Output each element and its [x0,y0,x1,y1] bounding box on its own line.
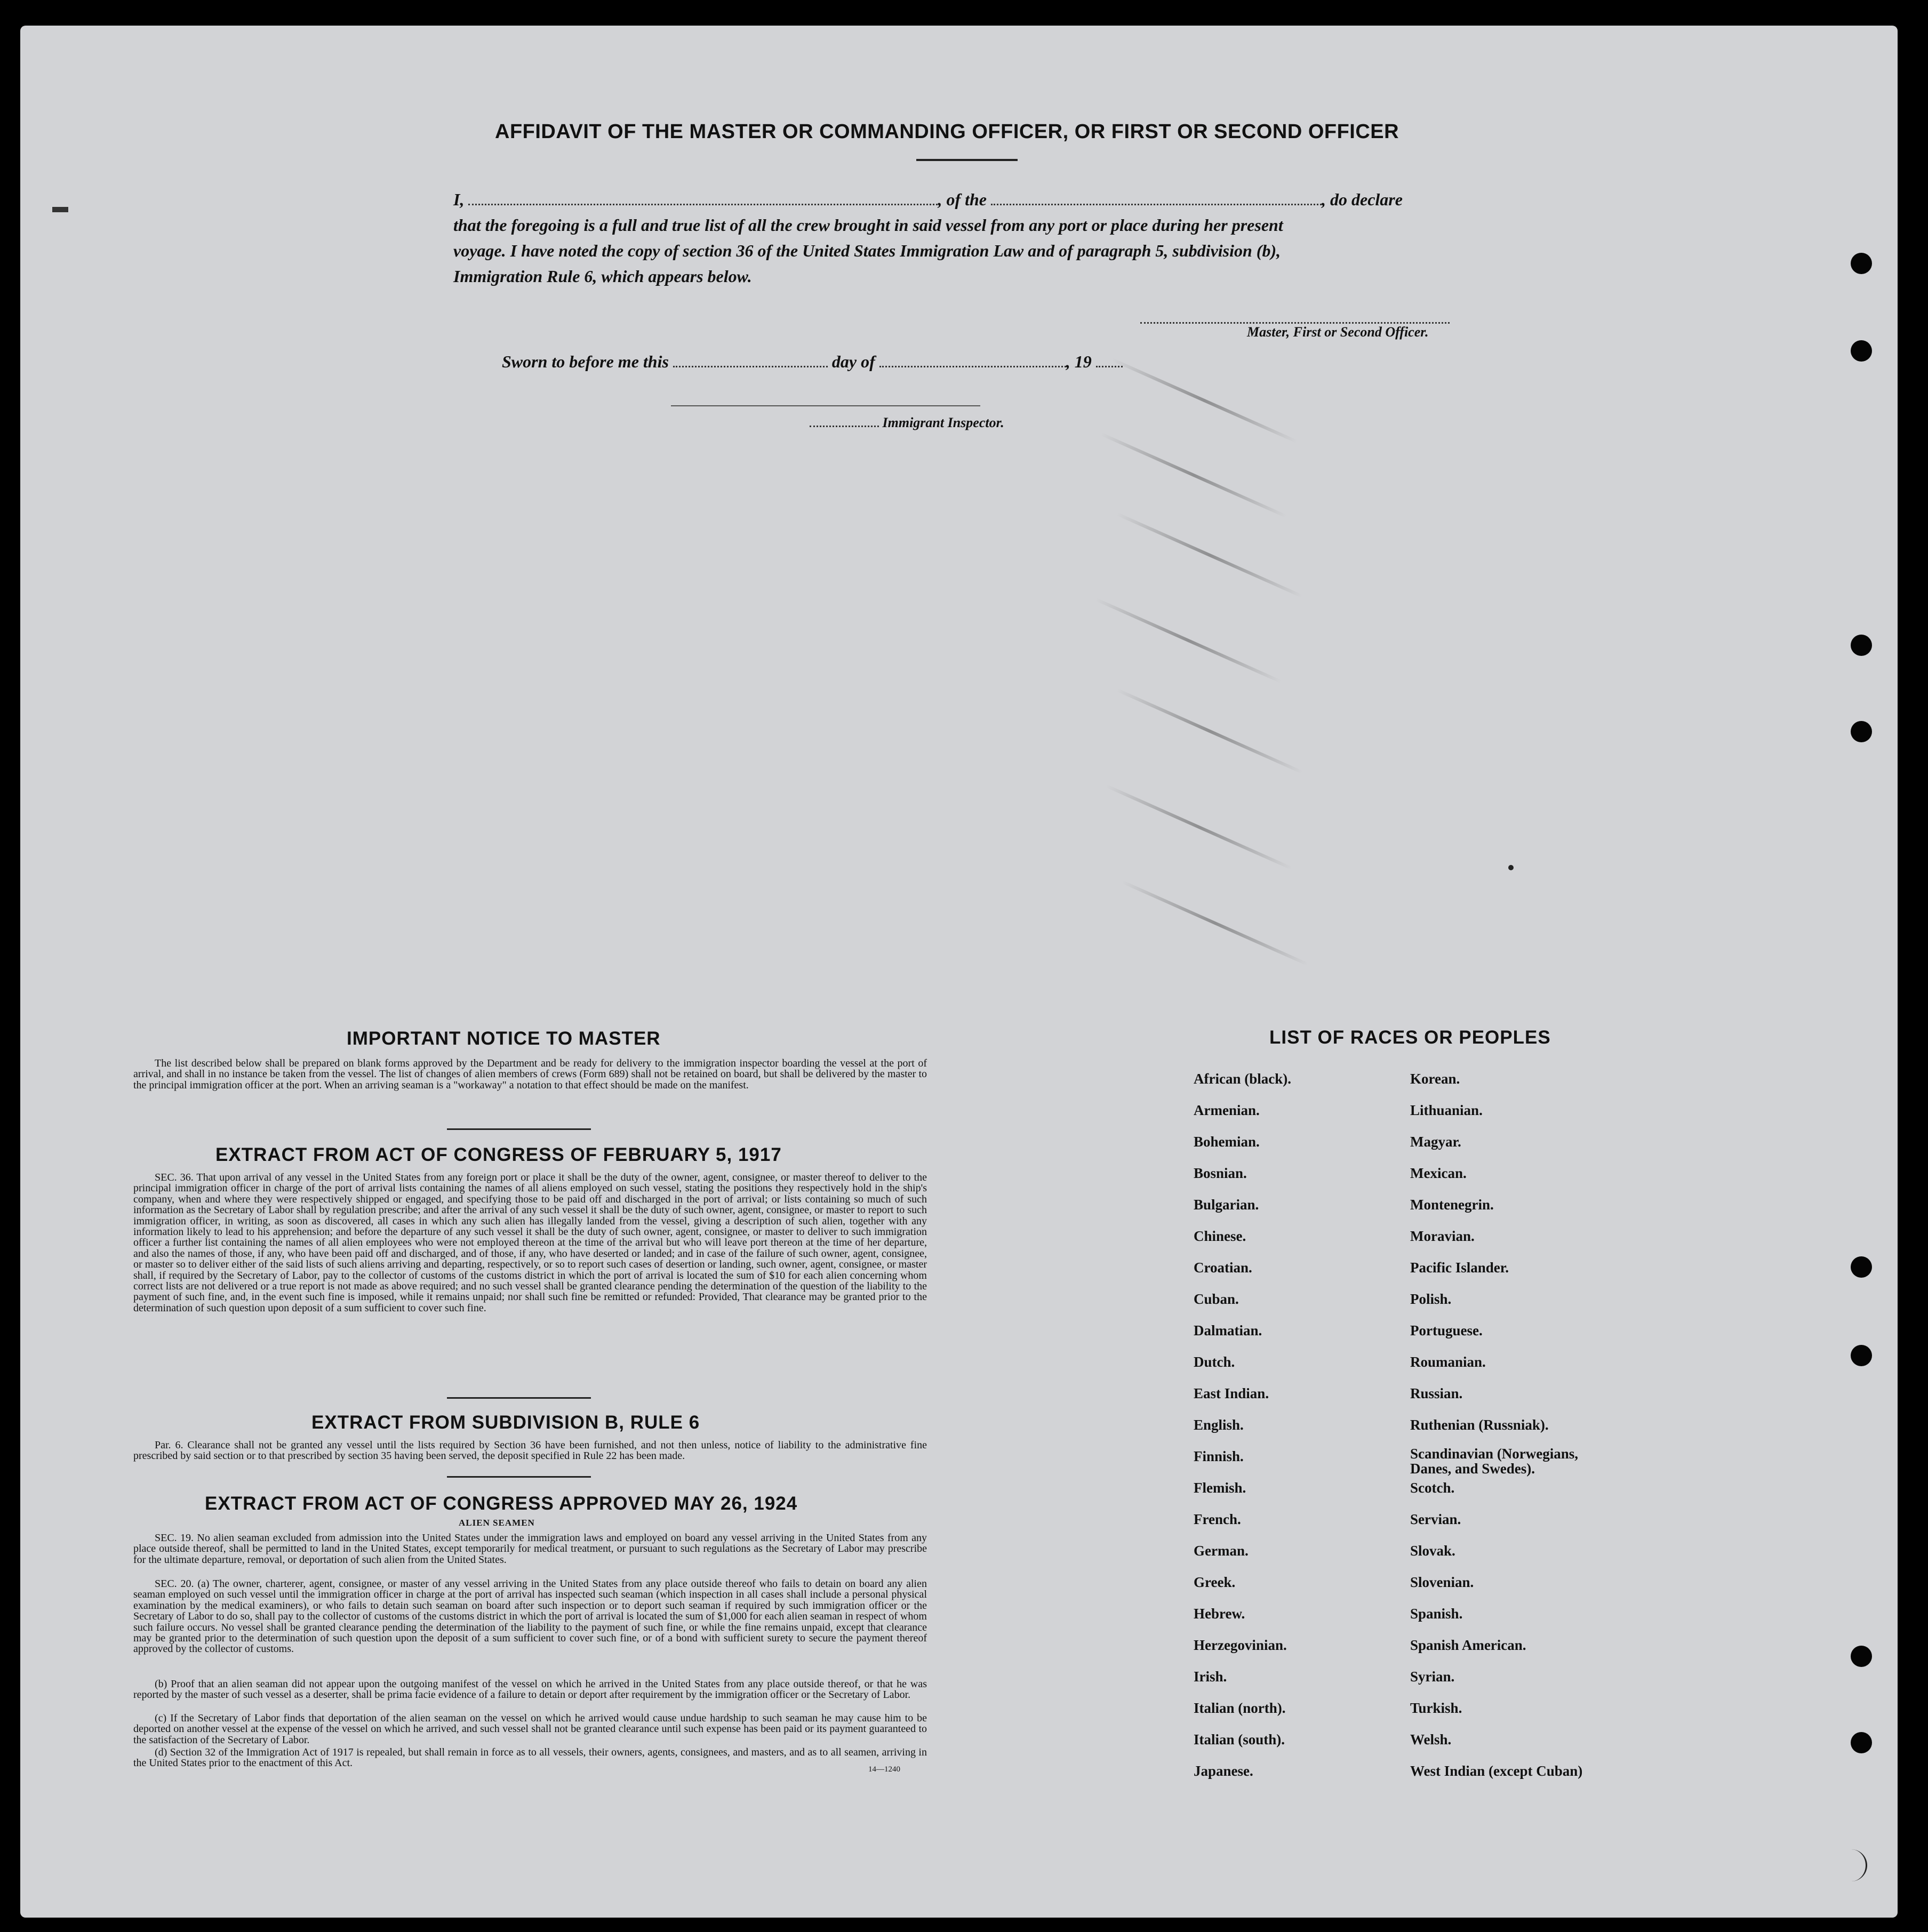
race-right-item: Scotch. [1410,1480,1455,1496]
ink-smudge [1111,358,1298,443]
punch-hole [1851,1345,1872,1366]
ink-smudge [1116,688,1303,774]
extract-rule6-title: EXTRACT FROM SUBDIVISION B, RULE 6 [311,1412,700,1433]
race-right-item: Moravian. [1410,1228,1475,1244]
declare-label: , do declare [1322,190,1403,209]
race-right-item: Lithuanian. [1410,1102,1483,1118]
master-signature-caption: Master, First or Second Officer. [1247,324,1429,340]
divider [447,1128,591,1130]
affidavit-title: AFFIDAVIT OF THE MASTER OR COMMANDING OFFICER, OR FIRST OR SECOND OFFICER [495,121,1399,143]
race-right-item: Slovak. [1410,1543,1455,1559]
extract-rule6-body: Par. 6. Clearance shall not be granted any vessel until the lists required by Section 36 have been furnished, and not then unless, notice of liability to the administrative fine prescribed by said section or to that prescribed by section 35 having been served, the deposit specified in Rule 22 has been made. [133,1439,927,1462]
race-right-item: Russian. [1410,1385,1463,1401]
sec-19-paragraph: SEC. 19. No alien seaman excluded from admission into the United States under the immigration laws and employed on board any vessel arriving in the United States from any place outside thereof, shall be permitted to land in the United States, except temporarily for medical treatment, or pursuant to such regulations as the Secretary of Labor may prescribe for the ultimate departure, removal, or deportation of such alien from the United States. [133,1532,927,1566]
race-right-item: West Indian (except Cuban) [1410,1763,1583,1779]
race-left-item: Italian (south). [1194,1731,1285,1747]
title-underline [916,159,1018,161]
inspector-dots [810,426,879,427]
inspector-caption-wrap [810,415,1004,431]
race-left-item: Croatian. [1194,1260,1252,1276]
race-left-item: Bulgarian. [1194,1197,1259,1213]
sec-20a-paragraph: SEC. 20. (a) The owner, charterer, agent, consignee, or master of any vessel arriving in the United States from any place outside thereof who fails to detain on board any alien seaman employed on such vessel until the immigration officer in charge at the port of arrival has inspected such seaman (which inspection in all cases shall include a personal physical examination by the medical examiners), or who fails to detain such seaman on board after such inspection or to deport such seaman if required by such immigration officer or the Secretary of Labor to do so, shall pay to the collector of customs of the customs district in which the port of arrival is located the sum of $1,000 for each alien seaman in respect of whom such failure occurs. No vessel shall be granted clearance pending the determination of the liability to the payment of such fine, or while the fine remains unpaid, except that clearance may be granted prior to the determination of such question upon the deposit of a sum sufficient to cover such fine, or of a bond with sufficient surety to secure the payment thereof approved by the collector of customs. [133,1578,927,1655]
race-left-item: East Indian. [1194,1385,1269,1401]
races-title: LIST OF RACES OR PEOPLES [1269,1027,1551,1048]
race-right-item: Mexican. [1410,1165,1467,1181]
affidavit-declaration-line [453,190,1403,210]
extract-1917-title: EXTRACT FROM ACT OF CONGRESS OF FEBRUARY 5, 1917 [215,1144,782,1165]
sworn-month-field[interactable] [879,366,1066,367]
sworn-year: , 19 [1066,352,1092,371]
race-left-item: Chinese. [1194,1228,1246,1244]
race-right-item: Portuguese. [1410,1322,1483,1338]
race-right-item: Scandinavian (Norwegians, Danes, and Swedes). [1410,1446,1579,1477]
race-left-item: Irish. [1194,1669,1227,1685]
corner-scribble [1850,1849,1867,1881]
divider [447,1397,591,1399]
race-right-item: Syrian. [1410,1669,1455,1685]
ink-smudge [1106,784,1292,870]
race-right-item: Spanish American. [1410,1637,1526,1653]
punch-hole [1851,1732,1872,1753]
ink-smudge [1100,432,1287,518]
sec-20b-paragraph: (b) Proof that an alien seaman did not appear upon the outgoing manifest of the vessel on which he arrived in the United States from any place outside thereof, or that he was reported by the master of such vessel as a deserter, shall be prima facie evidence of a failure to detain or deport after requirement by the immigration officer or the Secretary of Labor. [133,1678,927,1701]
race-right-item: Ruthenian (Russniak). [1410,1417,1549,1433]
stray-mark [1508,865,1514,870]
punch-hole [1851,253,1872,274]
sec-20d-paragraph: (d) Section 32 of the Immigration Act of 1917 is repealed, but shall remain in force as to all vessels, their owners, agents, consignees, and masters, and as to all seamen, arriving in the United States prior to the enactment of this Act. [133,1746,927,1769]
of-the-label: , of the [938,190,987,209]
inspector-caption: Immigrant Inspector. [882,415,1004,430]
race-left-item: Bohemian. [1194,1134,1260,1150]
race-left-item: Italian (north). [1194,1700,1286,1716]
sworn-line [502,352,1123,372]
affidavit-line-4: Immigration Rule 6, which appears below. [453,267,752,286]
punch-hole [1851,635,1872,656]
inspector-signature-line[interactable] [671,404,980,406]
sworn-prefix: Sworn to before me this [502,352,669,371]
race-left-item: Herzegovinian. [1194,1637,1287,1653]
race-left-item: Armenian. [1194,1102,1260,1118]
declarant-label: I, [453,190,465,209]
race-left-item: English. [1194,1417,1244,1433]
race-right-item: Turkish. [1410,1700,1462,1716]
punch-hole [1851,721,1872,742]
manifest-page [20,26,1898,1918]
race-left-item: Greek. [1194,1574,1236,1590]
race-right-item: Welsh. [1410,1731,1452,1747]
form-number: 14—1240 [868,1765,900,1774]
race-left-item: African (black). [1194,1071,1291,1087]
race-right-item: Servian. [1410,1511,1461,1527]
race-right-item: Slovenian. [1410,1574,1474,1590]
race-right-item: Spanish. [1410,1606,1463,1622]
race-right-item: Montenegrin. [1410,1197,1494,1213]
race-right-item: Pacific Islander. [1410,1260,1509,1276]
sworn-day-field[interactable] [673,366,828,367]
ink-smudge [1122,880,1308,966]
ink-smudge [1116,512,1303,598]
race-left-item: French. [1194,1511,1241,1527]
race-left-item: Cuban. [1194,1291,1239,1307]
race-left-item: Flemish. [1194,1480,1246,1496]
race-left-item: Hebrew. [1194,1606,1245,1622]
sec-20c-paragraph: (c) If the Secretary of Labor finds that deportation of the alien seaman on the vessel on which he arrived would cause undue hardship to such seaman he may cause him to be deported on another vessel at the expense of the vessel on which he arrived, and such vessel shall not be granted clearance until such expense has been paid or its payment guaranteed to the satisfaction of the Secretary of Labor. [133,1712,927,1746]
race-left-item: German. [1194,1543,1249,1559]
vessel-name-field[interactable] [991,204,1322,205]
declarant-name-field[interactable] [468,204,938,205]
extract-1924-title: EXTRACT FROM ACT OF CONGRESS APPROVED MAY 26, 1924 [205,1493,798,1514]
bleed-through-heading [335,90,347,124]
punch-hole [1851,1646,1872,1667]
race-left-item: Dalmatian. [1194,1322,1262,1338]
master-signature-line[interactable] [1140,321,1450,324]
alien-seamen-subtitle: ALIEN SEAMEN [459,1518,535,1528]
notice-body: The list described below shall be prepared on blank forms approved by the Department and be ready for delivery to the immigration inspector boarding the vessel at the port of arrival, and shall in no instance be taken from the vessel. The list of changes of alien members of crews (Form 689) shall not be retained on board, but shall be delivered by the master to the principal immigration officer at the port. When an arriving seaman is a "workaway" a notation to that effect should be made on the manifest. [133,1057,927,1091]
race-right-item: Polish. [1410,1291,1452,1307]
punch-hole [1851,1256,1872,1278]
sworn-year-field[interactable] [1096,366,1123,367]
affidavit-line-3: voyage. I have noted the copy of section 36 of the United States Immigration Law and of paragraph 5, subdivision (b), [453,241,1281,260]
stray-mark [52,207,68,212]
race-left-item: Bosnian. [1194,1165,1247,1181]
notice-title: IMPORTANT NOTICE TO MASTER [347,1028,661,1049]
race-right-item: Korean. [1410,1071,1460,1087]
punch-hole [1851,340,1872,362]
race-left-item: Japanese. [1194,1763,1253,1779]
race-left-item: Finnish. [1194,1448,1244,1464]
race-left-item: Dutch. [1194,1354,1235,1370]
sworn-day-of: day of [831,352,875,371]
divider [447,1476,591,1478]
race-right-item: Magyar. [1410,1134,1461,1150]
race-right-item: Roumanian. [1410,1354,1486,1370]
affidavit-line-2: that the foregoing is a full and true list of all the crew brought in said vessel from any port or place during her present [453,215,1283,235]
ink-smudge [1095,598,1282,683]
extract-1917-body: SEC. 36. That upon arrival of any vessel in the United States from any foreign port or place it shall be the duty of the owner, agent, consignee, or master thereof to deliver to the principal immigration officer in charge of the port of arrival lists containing the names of all aliens employed on such vessel, stating the positions they respectively hold in the ship's company, when and where they were respectively shipped or engaged, and specifying those to be paid off and discharged in the port of arrival; or lists containing so much of such information as the Secretary of Labor shall by regulation prescribe; and after the arrival of any such vessel it shall be the duty of such owner, agent, consignee, or master to report to such immigration officer, in writing, as soon as discovered, all cases in which any such alien has illegally landed from the vessel, giving a description of such alien, together with any information likely to lead to his apprehension; and before the departure of any such vessel it shall be the duty of such owner, agent, consignee, or master to deliver to such immigration officer a further list containing the names of all alien employees who were not employed thereon at the time of the arrival but who will leave port thereon at the time of her departure, and also the names of those, if any, who have been paid off and discharged, and of those, if any, who have deserted or landed; and in case of the failure of such owner, agent, consignee, or master so to deliver either of the said lists of such aliens arriving and departing, respectively, or so to report such cases of desertion or landing, such owner, agent, consignee, or master shall, if required by the Secretary of Labor, pay to the collector of customs of the customs district in which the port of arrival is located the sum of $10 for each alien concerning whom correct lists are not delivered or a true report is not made as above required; and no such vessel shall be granted clearance pending the determination of the question of the liability to the payment of such fine, and, in the event such fine is imposed, while it remains unpaid; nor shall such fine be remitted or refunded: Provided, That clearance may be granted prior to the determination of such question upon deposit of a sum sufficient to cover such fine. [133,1172,927,1314]
